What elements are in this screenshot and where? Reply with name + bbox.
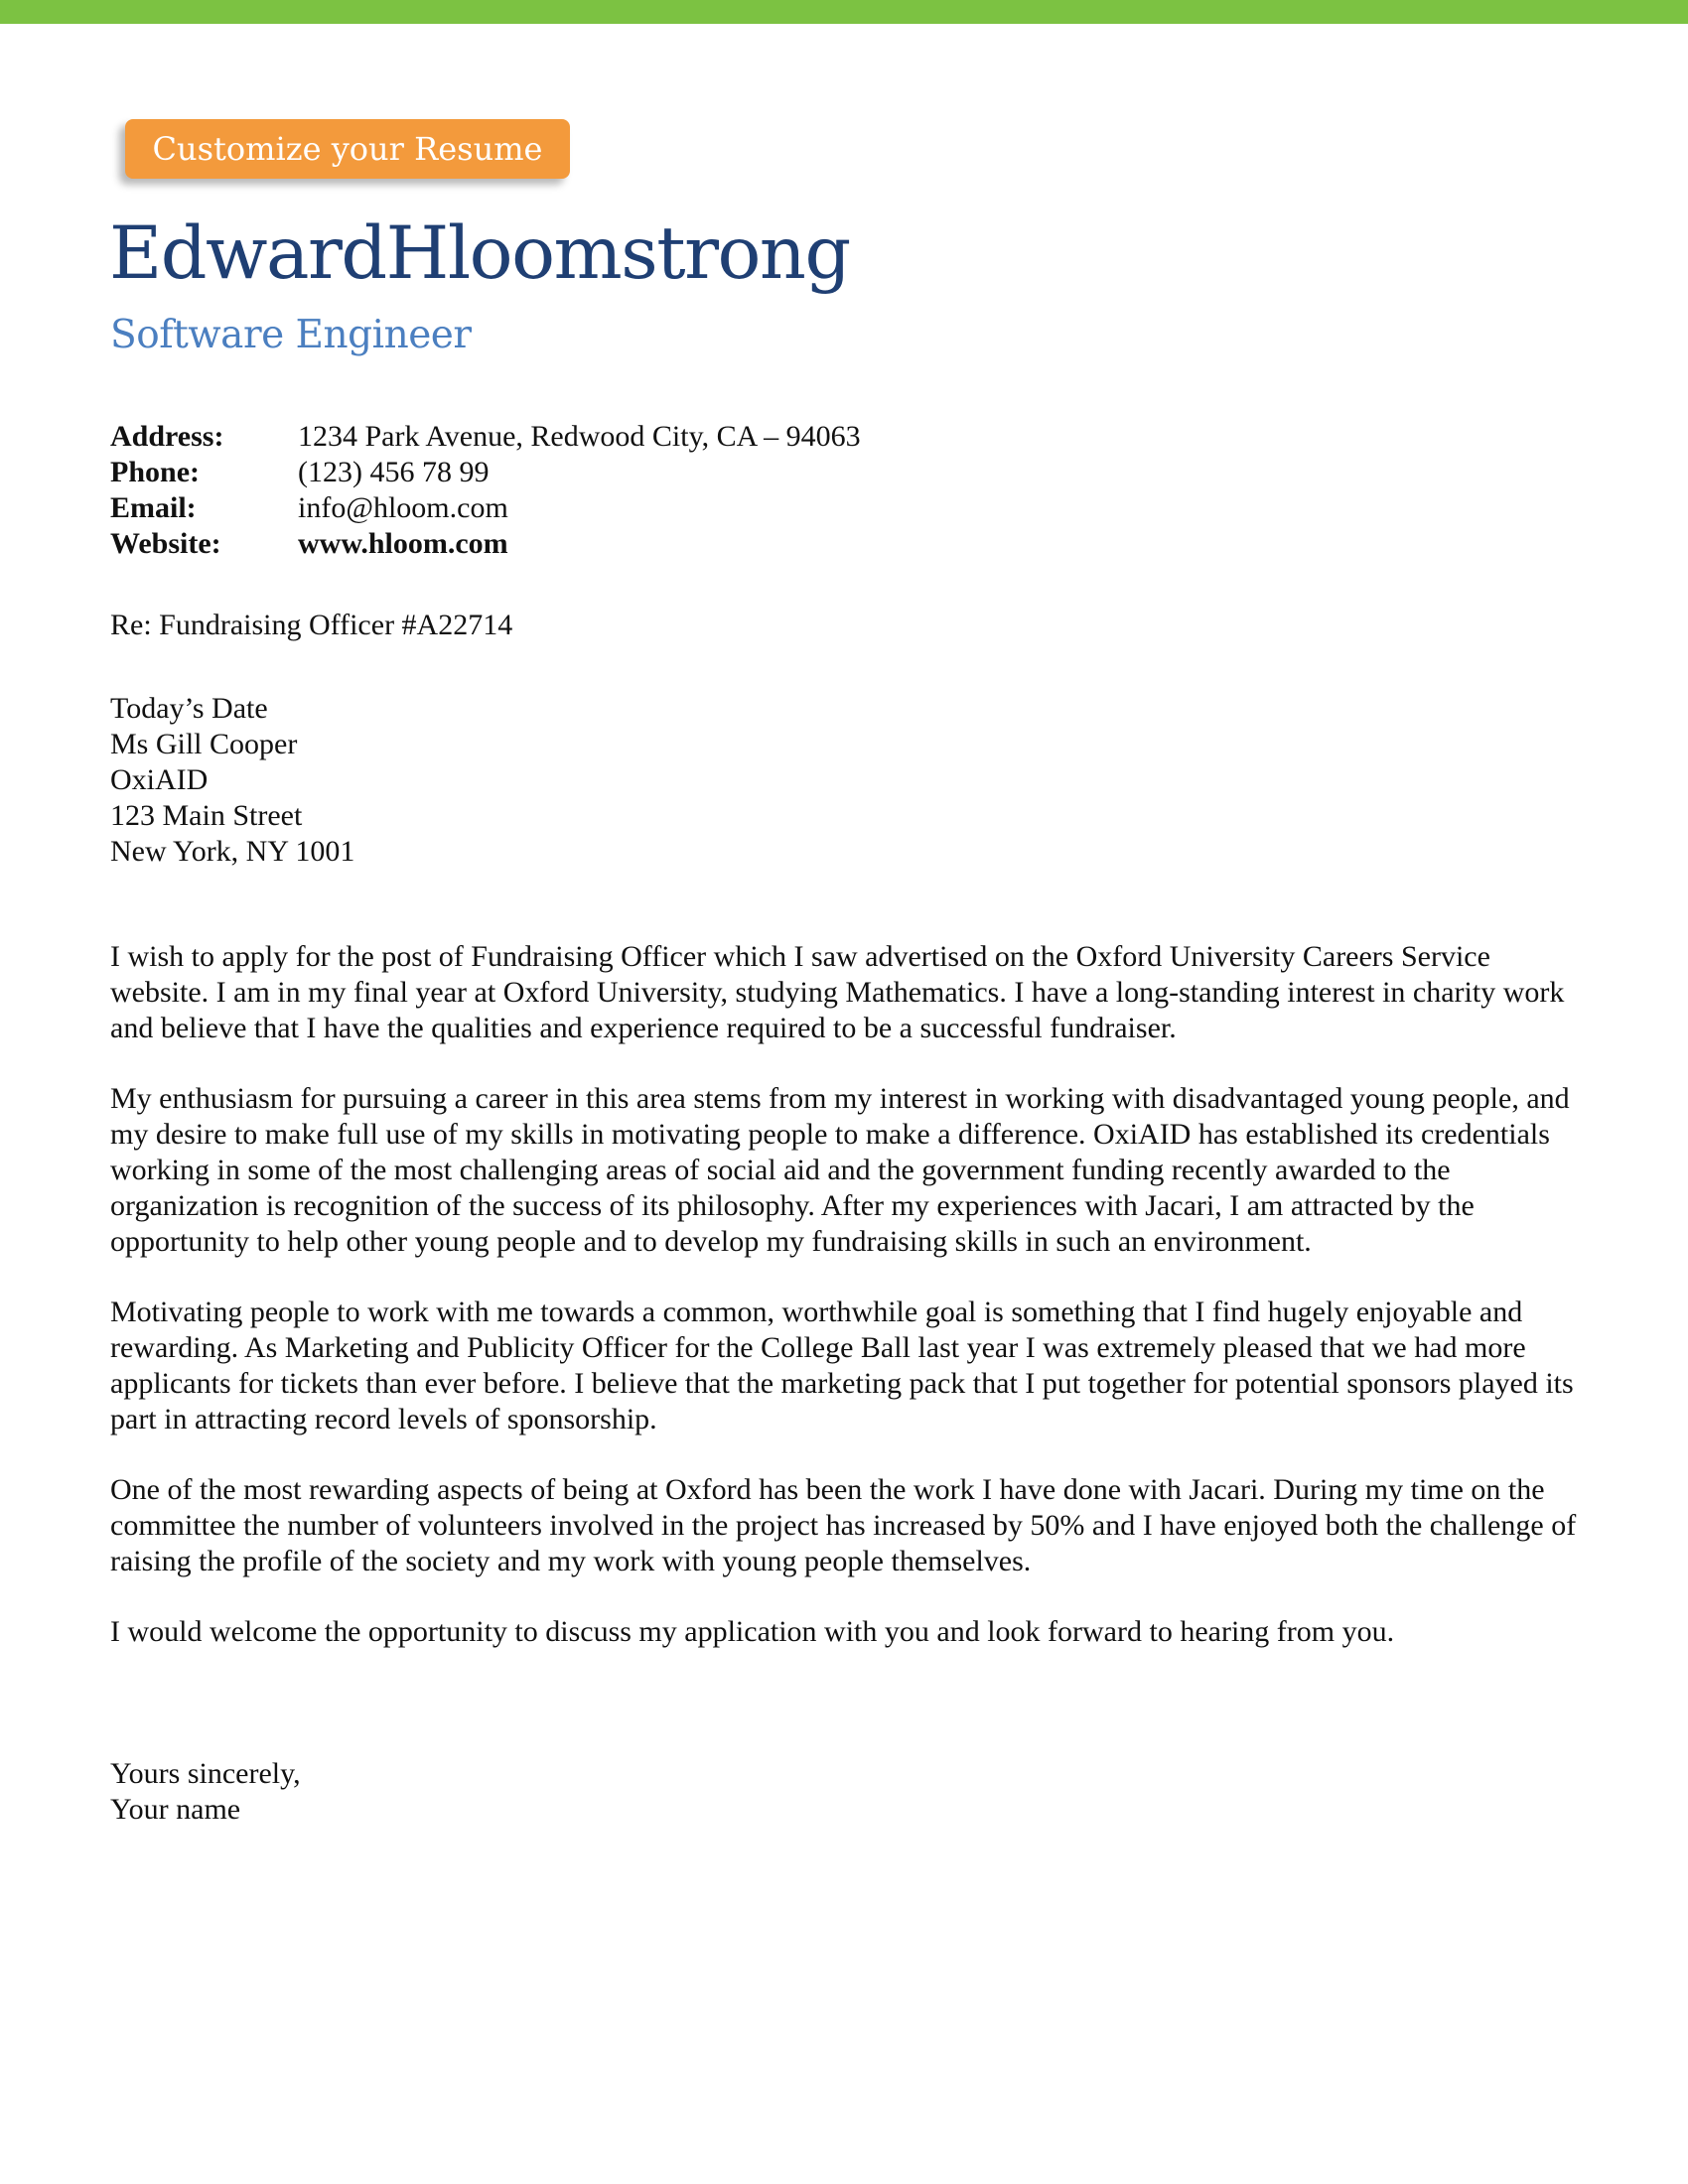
body-paragraph: My enthusiasm for pursuing a career in this area stems from my interest in working with disadvantaged young people, and my desire to make full use of my skills in motivating people to make a difference. OxiAID has established its credentials working in some of the most challenging areas of social aid and the government funding recently awarded to the organization is recognition of the success of its philosophy. After my experiences with Jacari, I am attracted by the opportunity to help other young people and to develop my fundraising skills in such an environment. <box>110 1082 1570 1258</box>
applicant-name: EdwardHloomstrong <box>109 211 850 296</box>
letter-body <box>110 939 1595 1685</box>
address-label: Address: <box>110 420 224 453</box>
contact-row-email <box>110 490 861 526</box>
body-paragraph: Motivating people to work with me towards a common, worthwhile goal is something that I find hugely enjoyable and rewarding. As Marketing and Publicity Officer for the College Ball last year I was extremely pleased that we had more applicants for tickets than ever before. I believe that the marketing pack that I put together for potential sponsors played its part in attracting record levels of sponsorship. <box>110 1296 1574 1435</box>
phone-value: (123) 456 78 99 <box>298 456 490 488</box>
website-label: Website: <box>110 527 221 560</box>
body-paragraph: I wish to apply for the post of Fundraising Officer which I saw advertised on the Oxford University Careers Service website. I am in my final year at Oxford University, studying Mathematics. I have a long-standing interest in charity work and believe that I have the qualities and experience required to be a successful fundraiser. <box>110 940 1565 1044</box>
job-title: Software Engineer <box>110 313 472 357</box>
customize-resume-button[interactable]: Customize your Resume <box>125 119 570 179</box>
recipient-name: Ms Gill Cooper <box>110 728 298 760</box>
signature-name: Your name <box>110 1793 241 1826</box>
website-link[interactable]: www.hloom.com <box>298 527 508 560</box>
contact-row-phone <box>110 455 861 490</box>
phone-label: Phone: <box>110 456 200 488</box>
contact-row-address <box>110 419 861 455</box>
address-value: 1234 Park Avenue, Redwood City, CA – 94063 <box>298 420 861 453</box>
reference-line: Re: Fundraising Officer #A22714 <box>110 609 513 641</box>
recipient-company: OxiAID <box>110 763 209 796</box>
body-paragraph: One of the most rewarding aspects of being at Oxford has been the work I have done with Jacari. During my time on the committee the number of volunteers involved in the project has increased by 50% and I have enjoyed both the challenge of raising the profile of the society and my work with young people themselves. <box>110 1473 1577 1577</box>
top-accent-bar <box>0 0 1688 24</box>
contact-row-website <box>110 526 861 562</box>
email-label: Email: <box>110 491 197 524</box>
recipient-block <box>110 691 354 870</box>
letter-date: Today’s Date <box>110 692 268 725</box>
email-value: info@hloom.com <box>298 491 508 524</box>
body-paragraph: I would welcome the opportunity to discuss my application with you and look forward to hearing from you. <box>110 1615 1395 1648</box>
closing-block <box>110 1756 301 1828</box>
recipient-street: 123 Main Street <box>110 799 303 832</box>
contact-block <box>110 419 861 562</box>
closing-salutation: Yours sincerely, <box>110 1757 301 1790</box>
recipient-city: New York, NY 1001 <box>110 835 355 868</box>
